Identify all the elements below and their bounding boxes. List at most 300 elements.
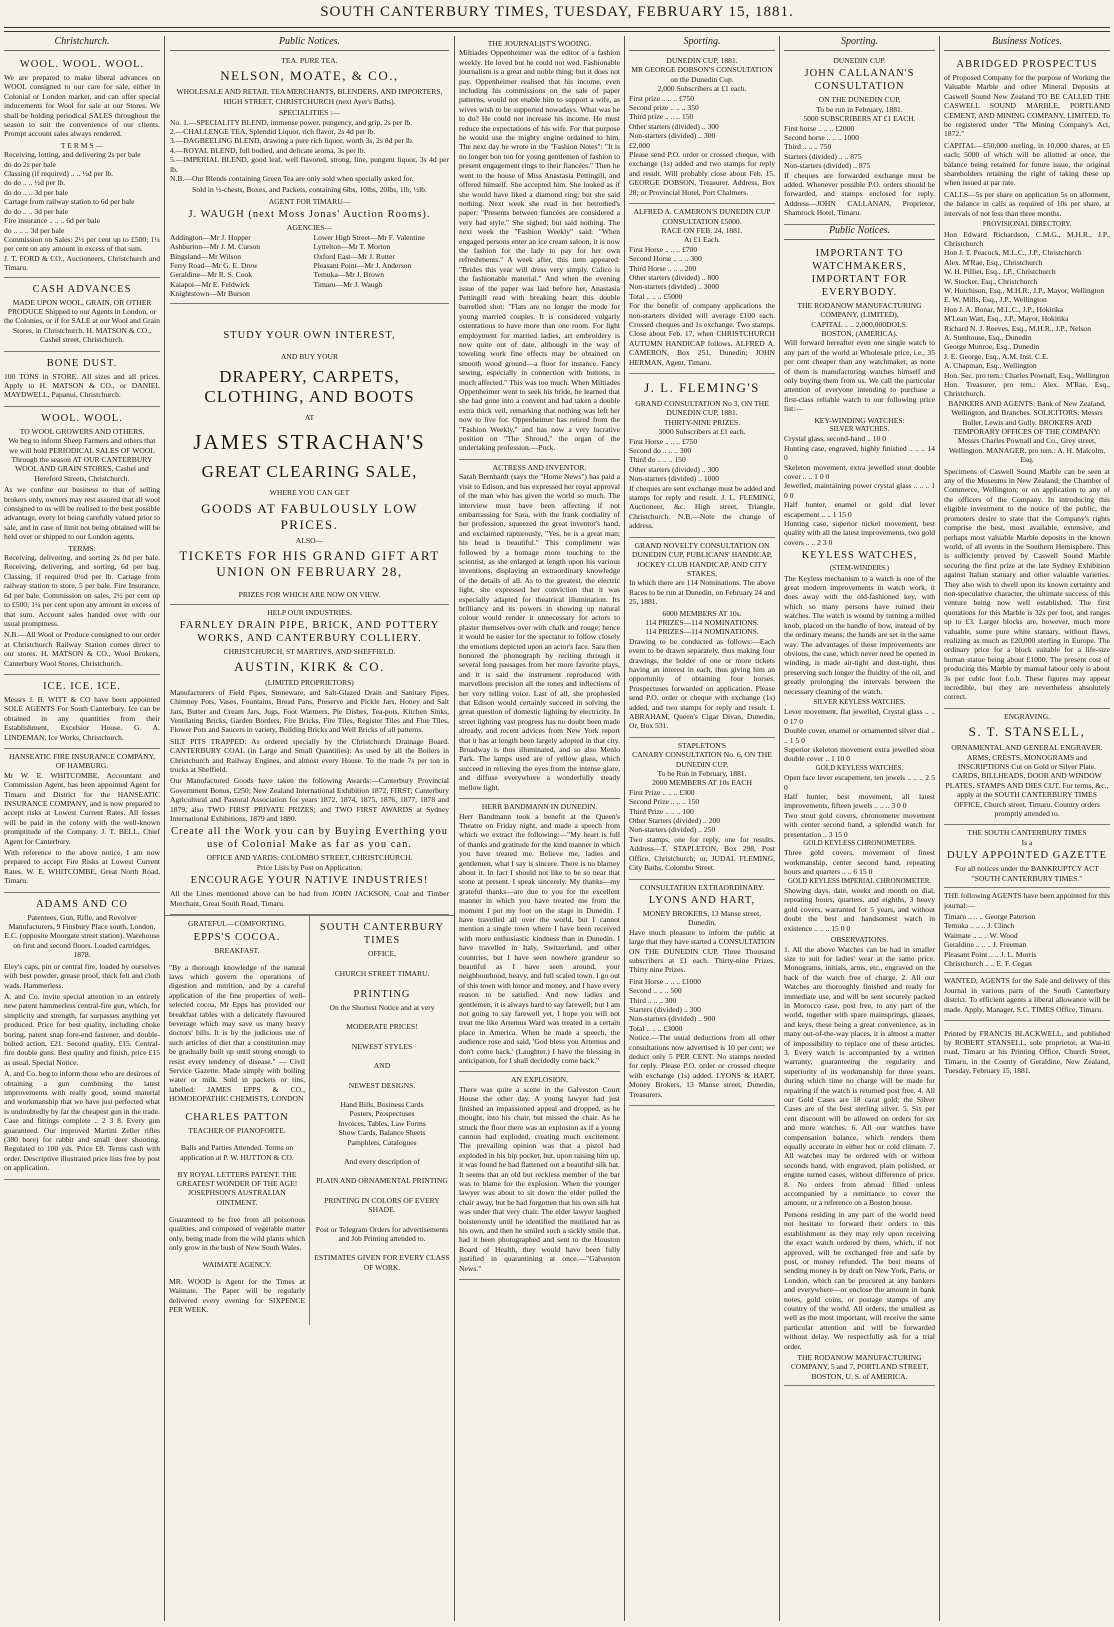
ad-body: We beg to inform Sheep Farmers and others that we will hold PERIODICAL SALES OF WOOL Through the season AT OUR CANTERBURY WOOL AND GRAIN STORES, Cashel and Hereford Streets, Christchurch. [8, 436, 156, 483]
agencies-right [314, 233, 450, 299]
prize-line: Second .. .. .. 500 [629, 986, 682, 996]
prize-line: Total .. .. .. £3000 [629, 1023, 683, 1033]
ad-body: 1. All the above Watches can be had in smaller size to suit for ladies' wear at the same price. Monograms, initials, arms, etc., engraved on the back of the watch free of charge. 2. All our Watches are thoroughly finished and ready for immediate use, and will be sent securely packed in Morocco case, post free, to any part of the world, together with spare mainsprings, glasses, and keys, these being a great convenience, as in many out-of-the-way places, it is almost a matter of impossibility to replace one of these articles. 3. Every watch is accompanied by a written warranty, guaranteeing the regularity and superiority of its workmanship for three years, during which time no charge will be made for repairing if the watch is returned post free. 4. All our Gold Cases are 18 carat gold; the Silver Cases are of the best sterling silver. 5. Six per cent discount will be allowed on orders for six and more watches. 6. All our watches have compensation balance, which renders them equally accurate in either hot or cold climate. 7. All watches may be ordered with or without seconds hand, with engraved, plain polished, or engine turned cases, without difference of price. 8. No orders from abroad filled unless accompanied by a remittance to cover the amount, or a reference on a Boston house. [784, 944, 935, 1208]
director-line: M'Lean Watt, Esq., J.P., Mayor, Hokitika [944, 314, 1069, 324]
ad-line: 2000 MEMBERS AT 10s EACH [652, 778, 752, 788]
agency-item: Knightstown—Mr Burson [170, 289, 250, 299]
prize-list [629, 245, 775, 301]
article-title: AN EXPLOSION. [511, 1075, 568, 1085]
prize-line: Non-starters (divided) .. 900 [629, 1014, 716, 1024]
ad-kicker: DUNEDIN CUP, 1881. [666, 56, 738, 65]
price-line: Half hunter, best movement, all latest improvements, fifteen jewels .. .. .. 3 0 0 [784, 792, 935, 811]
column-business-notices [940, 36, 1114, 1621]
ad-body: With reference to the above notice, I am now prepared to accept Fire Risks at Lowest Current Rates. W. E. WHITCOMBE, Great North Road, Timaru. [4, 848, 160, 886]
director-line: Alex. M'Rae, Esq., Christchurch [944, 257, 1043, 267]
ad-title: DULY APPOINTED GAZETTE [947, 850, 1107, 862]
agency-item: Oxford East—Mr J. Rutter [313, 251, 395, 261]
tea-item: 3.—DAGBEELING BLEND, drawing a pure rich liquor, worth 3s, 2s 8d per lb. [170, 136, 414, 146]
ad-ice [4, 675, 160, 749]
ad-line: OFFICE, [367, 949, 397, 959]
agent-line: Timaru .. .. .. George Paterson [944, 911, 1036, 921]
ad-kicker: STAPLETON'S [677, 740, 727, 750]
article-title: HERR BANDMANN IN DUNEDIN. [481, 802, 598, 812]
ad-note: N.B.—Our Blends containing Green Tea are only sold when specially asked for. [170, 174, 414, 184]
ad-body: Persons residing in any part of the world need not hesitate to forward their orders to this establishment as they may rely upon receiving the exact watch ordered by them, which, if not approved, will be exchanged free and safe by post, or money refunded. The best means of sending money is by draft on New York, Paris, or London, which can be procured at any bankers and everywhere—or enclose the amount in bank notes, gold coins, or postage stamps of any country of the world. All orders, the smallest as well as the most important, will receive the same particular attention and will be forwarded without delay. We respectfully ask for a trial order. [784, 1209, 935, 1351]
section-title: KEY-WINDING WATCHES: [814, 415, 905, 425]
prize-line: First prize .. .. .. £750 [629, 93, 695, 103]
ad-line: PLAIN AND ORNAMENTAL PRINTING [316, 1176, 448, 1186]
prize-line: £2,000 [629, 140, 650, 150]
director-line: George Munroe, Esq., Dunedin [944, 342, 1040, 352]
ad-subtitle: TEACHER OF PIANOFORTE. [188, 1126, 286, 1136]
article-body: Miltiades Oppenheimer was the editor of a fashion weekly. He loved but he could not wed. Fashionable journalism is a great and noble thing; but it does not pay. Oppenheimer realised that his income, even including his commissions on the sale of paper patterns, would not enable him to support a wife, as wives wish to be supported nowadays. What was he to do? He could not increase his income. He must reduce the expectations of his wife. For that purpose he would use the mighty engine ordained to him. The next day he wrote in the "Fashion Notes": "It is no longer bon ton for young gentlemen of fashion to present engagement rings to their fiancées." Then he went to the house of Miss Anastasia Pettingill, and offered himself. She accepted him. She looked as if she would have liked a diamond ring; but she said nothing. Next week she read in her betrothed's paper: "Presents between fiancées are considered a very bad style." She sighed; but said nothing. The next week the "Fashion Weekly" said: "When engaged persons enter an ice cream saloon, it is now the fashion for the lady to pay for her own refreshments." A week after, this item appeared: "Brides this year will dress very simply. Calico is the fashionable material." And when the evening issue of the paper was laid before her, Anastasia Pettingill read with breaking heart this double barrelled shot: "Flats are no longer the mode for young married couples. It is considered vulgarly ostentatious to have more than one room. For light employment for married ladies, art embroidery is now quite out of date, although in the way of toweling work fine effects may be obtained on smooth wood ground—a floor for instance. Fancy sewing, especially in connection with buttons, is much affected." This was too much. When Miltiades Oppenheimer went to seek his bride, he learned that she had gone into a convent and had taken a double extra thick veil, remarking that nothing was left her now to live for. Oppenheimer has retired from the "Fashion Weekly," and has now a very lucrative position on "The Shroud," the organ of the undertaking profession.—Puck. [459, 48, 620, 453]
ad-line: THE SOUTH CANTERBURY TIMES [967, 828, 1087, 838]
ad-austin-kirk [170, 605, 449, 916]
terms-list [4, 150, 160, 272]
prize-line: Non-starters (divided) .. 1000 [629, 474, 720, 484]
director-line: A. Chapman, Esq., Wellington [944, 361, 1037, 371]
director-line: Hon J. T. Peacock, M.L.C., J.P., Christchurch [944, 248, 1082, 258]
section-subtitle: (STEM-WINDERS.) [829, 564, 890, 573]
ad-body: Manufacturers of Field Pipes, Stoneware, and Salt-Glazed Drain and Sanitary Pipes, Chimney Pots, Vases, Fountains, Bread Pans, Preserve and Pickle Jars, Honey and Salt Jars, Butter and Cream Jars, Jugs, Foot Warmers, Pie Dishes, Tea-pots, Kitchen Sinks, Ventilating Bricks, Garden Borders, Fire Bricks, Fire Tiles, Register Tiles and Flue Tiles, Flower Pots and Saucers in variety, Building Bricks and Well Bricks of all patterns. [170, 687, 449, 735]
terms-line: J. T. FORD & CO., Auctioneers, Christchurch and Timaru. [4, 253, 160, 273]
terms-line: do do .. .. 3d per bale [4, 206, 69, 216]
prize-line: Non-starters (divided) .. 875 [784, 161, 871, 171]
ad-title: BONE DUST. [46, 357, 118, 369]
terms-line: do do .. .. ½d per lb. [4, 178, 66, 188]
masthead-rule-top [4, 27, 1110, 28]
ad-title: IMPORTANT TO WATCHMAKERS, IMPORTANT FOR EVERYBODY. [811, 247, 908, 298]
prize-line: Third prize .. .. .. 150 [629, 112, 694, 122]
ad-line: RACE ON FEB. 24, 1881. [661, 225, 743, 235]
ad-strachan [170, 304, 449, 605]
ad-line: And every description of [344, 1156, 420, 1166]
ad-title: PRINTING [353, 988, 411, 1000]
agent-line: Temuka .. .. .. J. Clinch [944, 921, 1015, 931]
ad-line: ON THE DUNEDIN CUP, [818, 95, 901, 105]
prize-list [629, 788, 775, 835]
ad-line: "SOUTH CANTERBURY TIMES." [971, 873, 1083, 883]
ad-line: To be run in February, 1881. [816, 104, 903, 114]
prize-line: First horse .. .. .. £2000 [784, 123, 855, 133]
ad-body: CAPITAL—£50,000 sterling, in 10,000 shares, at £5 each; 5000 of which will be allotted at once, the balance being retained for future issue, the original shareholders retaining the right of taking these up when issued at par rate. [944, 140, 1110, 188]
ad-body: Drawing to be conducted as follows:—Each event to be drawn separately, thus making four drawings, the holder of one or more tickets having an interest in each, thus giving him an opportunity of obtaining four horses. Prospectuses forwarded on application. Please send P.O. order or cheque with exchange (1s) added, and two stamps for reply and result. I. ABRAHAM, Queen's Cigar Divan, Dunedin, Or, Box 531. [629, 636, 775, 731]
price-list [784, 848, 935, 876]
prize-line: Third Prize .. .. .. 100 [629, 806, 694, 816]
prize-line: Starters (divided) .. 300 [629, 1004, 701, 1014]
ad-title: AUSTIN, KIRK & CO. [234, 659, 385, 675]
terms-line: do do 2s per bale [4, 159, 56, 169]
ad-lyons-hart [629, 880, 775, 1107]
ad-hanseatic [4, 749, 160, 893]
director-line: W. H. Pilliet, Esq., J.P., Christchurch [944, 267, 1056, 277]
ad-novelty [629, 538, 775, 738]
ad-note: N.B.—All Wool or Produce consigned to our order at Christchurch Railway Station comes direct to our stores. H. MATSON & CO., Wool Brokers, Canterbury Wool Stores, Christchurch. [4, 630, 160, 668]
column-sporting-watches [780, 36, 940, 1621]
director-line: A. Stenhouse, Esq., Dunedin [944, 332, 1032, 342]
director-line: Richard N. J. Reeves, Esq., M.H.R., J.P., Nelson [944, 323, 1092, 333]
agent-title: AGENT FOR TIMARU— [268, 196, 351, 206]
ad-title: MR GEORGE DOBSON'S CONSULTATION on the Dunedin Cup. [631, 65, 773, 84]
article-title: THE JOURNALIST'S WOOING. [487, 39, 592, 48]
ad-body: Balls and Parties Attended. Terms on application at P. W. HUTTON & CO. [180, 1143, 294, 1162]
section-subtitle: GOLD KEYLESS IMPERIAL CHRONOMETER. [787, 876, 932, 885]
terms-line: Classing (if required) .. .. ½d per lb. [4, 169, 114, 179]
agent-line: Christchurch .. .. E. F. Cegan [944, 958, 1032, 968]
agency-item: Timaru—Mr J. Waugh [313, 279, 383, 289]
lower-right [309, 916, 454, 1325]
ad-body: All the Lines mentioned above can be had from JOHN JACKSON, Coal and Timber Merchant, Great South Road, Timaru. [170, 889, 449, 908]
director-line: Hon. Sec. pro tem.: Charles Pownall, Esq., Wellington [944, 370, 1110, 380]
agency-item: Ferry Road—Mr G. E. Drew [170, 260, 258, 270]
ad-subtitle: MONEY BROKERS, 13 Manse street, Dunedin, [642, 908, 762, 928]
ad-dobson [629, 53, 775, 204]
ad-subtitle: BREAKFAST. [214, 945, 260, 955]
column-header: Sporting. [629, 36, 775, 51]
price-line: Half hunter, enamel or gold dial lever escapement .. .. 1 15 0 [784, 500, 935, 519]
ad-body: Mr W. E. WHITCOMBE, Accountant and Commission Agent, has been appointed Agent for Timaru and District for the HANSEATIC INSURANCE COMPANY, and is now prepared to accept risks at Lowest Current Rates. All losses will be paid in the colony with the well-known promptitude of the Company. J. T. BELL, Chief Agent for Canterbury. [4, 770, 160, 846]
ad-line: AND [373, 1061, 391, 1071]
ad-line: 3000 Subscribers at £1 each. [658, 427, 746, 437]
ad-note: Sold in ½-chests, Boxes, and Packets, containing 6lbs, 10lbs, 20lbs, 1lb, ½lb. [192, 185, 427, 195]
ad-title: HANSEATIC FIRE INSURANCE COMPANY, OF HAMBURG. [9, 751, 155, 771]
ad-body: Specimens of Caswell Sound Marble can be seen at any of the Museums in New Zealand; the Chamber of Commerce, Wellington; or on application to any of the officers of the Company. In introducing this eligible investment to the notice of the public, the promoters desire to state that the Company's rights comprise the best, most available, extensive, and perhaps most valuable Marble deposits in the known world, of all events in the Southern Hemisphere. This is sufficiently proved by Caswell Sound Marble securing the first prize at the late Sydney Exhibition against Italian statuary and other valuable varieties. They also wish to dwell upon its known certainty and non-speculative character, the ultimate success of this venture being now well established. The first quotations for this Marble is 32s per foot, and ranges up to £3. Larger blocks are, however, much more valuable, some pure white statuary, without flaws, realizing as much as £20,000 sterling in Europe. The ordinary price for a block suitable for a life-size human statue being about £1000. The present cost of producing this Marble by manual labour only is about 3s per cubic foot f.o.b. These figures may appear incredible, but they are nevertheless absolutely correct. [944, 466, 1110, 702]
ad-title: CANARY CONSULTATION No. 6, ON THE DUNEDIN CUP, [632, 750, 772, 769]
agencies-left [170, 233, 306, 299]
ad-body: As we confine our business to that of selling brokers only, owners may rest assured that all wool consigned to us will be realised to the best possible advantage, every lot being carefully valued prior to sale, and in case of limit not being obtained will be held over or shipped to our London agents. [4, 485, 160, 542]
ad-title: Create all the Work you can by Buying Everthing you use of Colonial Make as far as you can. [170, 826, 449, 851]
ad-body: Will forward hereafter even one single watch to any part of the world at Wholesale price, i.e., 35 per cent cheaper than any watchmaker, as none of them is manufacturing watches himself and only buying them from us. We call the particular attention of everyone intending to purchase a first-class reliable watch to our following price list:— [784, 338, 935, 414]
prize-list [629, 94, 775, 150]
ad-line: ALSO— [295, 535, 324, 545]
ad-subtitle: (LIMITED PROPRIETORS) [265, 678, 354, 688]
ad-title: EPPS'S COCOA. [193, 931, 281, 943]
ad-body: CALLS—5s per share on application 5s on allotment, the balance in calls as required of 10s per share, at intervals of not less than three months. [944, 189, 1110, 218]
ad-body: 100 TONS in STORE. All sizes and all prices. Apply to H. MATSON & CO., or DANIEL MAYDWELL, Papanui, Christchurch. [4, 371, 160, 400]
ad-subtitle: THE RODANOW MANUFACTURING COMPANY, (LIMITED), [797, 300, 922, 320]
ad-wool [4, 53, 160, 278]
ad-body: The Keyless mechanism to a watch is one of the great modern improvements in watch work, it does away with the old-fashioned key, with which so many persons have ruined their watches. The watch is wound by turning a milled knob, placed on the handle of bow, instead of by the ordinary means; the hands are set in the same way. The advantages of these improvements are obvious, the case, which never need be opened in winding, is made air-tight and dust-tight, thus preserving such longer the fluidity of the oil, and greatly prolonging the intervals between the necessary cleaning of the watch. [784, 573, 935, 696]
prize-line: First Horse .. .. .. £1000 [629, 976, 701, 986]
ad-body: Patentees, Gun, Rifle, and Revolver Manufacturers, 9 Finsbury Place south, London, E.C. (opposite Moorgate street station). Warehouse on first and second floors. Loaded cartridges, 1878. [4, 912, 160, 960]
ad-kicker: DUNEDIN CUP. [833, 56, 886, 65]
terms-line: do .. .. .. 3d per bale [4, 225, 65, 235]
prize-line: First Prize .. .. .. £300 [629, 787, 695, 797]
masthead: SOUTH CANTERBURY TIMES, TUESDAY, FEBRUARY 15, 1881. [320, 4, 794, 20]
column-sporting [625, 36, 780, 1621]
ad-subtitle: TO WOOL GROWERS AND OTHERS. [19, 426, 145, 436]
prize-line: Second prize .. .. .. 350 [629, 103, 699, 113]
terms-line: Cartage from railway station to 6d per bale [4, 197, 135, 207]
ad-title: J. L. FLEMING'S [644, 380, 760, 395]
agency-item: Lyttelton—Mr T. Morton [313, 242, 391, 252]
section-subtitle: SILVER KEYLESS WATCHES. [813, 697, 906, 706]
column-header: Public Notices. [170, 36, 449, 51]
job-item: Invoices, Tables, Law Forms [338, 1118, 426, 1128]
director-line: J. E. George, Esq., A.M. Inst. C.E. [944, 351, 1049, 361]
ad-body: For the benefit of company applications the non-starters divided will average £100 each. Crossed cheques and 1s exchange. Two stamps. Close about Feb. 17, when CHRISTCHURCH AUTUMN HANDICAP follows. ALFRED A. CAMERON, Box 251, Dunedin; JOHN HERMAN, Agent, Timaru. [629, 301, 775, 367]
job-list [314, 1100, 450, 1147]
column-header: Sporting. [784, 36, 935, 51]
tea-item: 4.—ROYAL BLEND, full bodied, and delicate aroma, 3s per lb. [170, 145, 366, 155]
column-christchurch [0, 36, 165, 1621]
ad-kicker: TEA. PURE TEA. [281, 56, 338, 65]
ad-title: GREAT CLEARING SALE, [201, 462, 418, 482]
agency-item: Pleasant Point—Mr J. Anderson [313, 260, 412, 270]
prize-list [629, 437, 775, 484]
terms-line: Fire insurance .. .. .. 6d per bale [4, 216, 100, 226]
ad-wool-growers [4, 407, 160, 675]
director-line: W. Hutchison, Esq., M.H.R., J.P., Mayor, Wellington [944, 285, 1105, 295]
ad-line: 114 PRIZES—114 NOMINATIONS. [645, 617, 759, 627]
ad-subtitle: CHRISTCHURCH, ST MARTIN'S, AND SHEFFIELD. [223, 646, 396, 656]
ad-title: LYONS AND HART, [648, 894, 756, 906]
ad-line: AND BUY YOUR [280, 351, 339, 361]
agency-item: Bingsland—Mr Wilson [170, 251, 242, 261]
agents-list [944, 912, 1110, 968]
ad-agents [944, 888, 1110, 973]
agency-item: Kaiapoi—Mr E. Feldwick [170, 279, 250, 289]
ad-line: Is a [1021, 837, 1033, 847]
lower-split [165, 915, 454, 1325]
director-line: Hon. Treasurer, pro tem.: Alex. M'Rae, Esq., Christchurch. [944, 380, 1110, 399]
ad-title: WOOL. WOOL. WOOL. [19, 59, 145, 70]
price-line: Double cover, enamel or ornamented silver dial .. .. 1 5 0 [784, 726, 935, 745]
ad-rodanow [784, 242, 935, 1387]
ad-subtitle: GRAND CONSULTATION No 3, ON THE DUNEDIN CUP, 1881. [635, 399, 769, 418]
prize-line: Starters (divided) .. .. 875 [784, 151, 862, 161]
prize-line: Third .. .. .. 300 [629, 995, 677, 1005]
ad-body: If cheques are forwarded exchange must be added. Whenever possible P.O. orders should be forwarded, and stamps enclosed for reply. Address—JOHN CALLANAN, Proprietor, Shamrock Hotel, Timaru. [784, 170, 935, 218]
lower-left [165, 916, 309, 1325]
ad-nelson-moate-tea [170, 53, 449, 304]
ad-title: CHARLES PATTON [185, 1112, 289, 1124]
tea-item: 2.—CHALLENGE TEA, Splendid Liquor, rich flavor, 2s 4d per lb. [170, 127, 376, 137]
ad-line: ESTIMATES GIVEN FOR EVERY CLASS OF WORK. [314, 1253, 450, 1272]
ad-line: BOSTON, (AMERICA). [821, 328, 898, 338]
section-title: PROVISIONAL DIRECTORY. [982, 220, 1072, 229]
section-title: OBSERVATIONS. [830, 935, 889, 945]
ad-body: SILT PITS TRAPPED: As ordered specially by the Christchurch Drainage Board. CANTERBURY COAL (in Large and Small Quantities): As used by all the Boilers in Christchurch and Railway Engines, and almost every House. To the trade 7s per ton in trucks at Sheffield. [170, 736, 449, 775]
ad-body: Guaranteed to be free from all poisonous qualities, and composed of vegetable matter only, being made from the wild plants which only grow in the bush of New South Wales. [169, 1214, 305, 1253]
prize-line: Non-starters (divided) .. 3000 [629, 282, 720, 292]
price-line: Superior skeleton movement extra jewelled stout double cover .. 1 10 0 [784, 744, 935, 764]
ad-title: ALFRED A. CAMERON'S DUNEDIN CUP CONSULTATION £5000. [633, 207, 771, 226]
ad-line: ARMS, CRESTS, MONOGRAMS and INSCRIPTIONS Cut on Gold or Silver Plate. [957, 752, 1097, 772]
column-header: Business Notices. [944, 36, 1110, 51]
prize-line: Other starters (divided) .. 300 [629, 464, 719, 474]
masthead-rule-bottom [4, 31, 1110, 32]
ad-body: "By a thorough knowledge of the natural laws which govern the operations of digestion and nutrition, and by a careful application of the fine properties of well-selected cocoa, Mr Epps has provided our breakfast tables with a delicately flavoured beverage which may save us many heavy doctors' bills. It is by the judicious use of such articles of diet that a constitution may be gradually built up until strong enough to resist every tendency of disease." — Civil Service Gazette. Made simply with boiling water or milk. Sold in packets or tins, labelled: JAMES EPPS & CO., HOMOEOPATHIC CHEMISTS, LONDON [169, 962, 305, 1104]
ad-body: Showing days, date, weeks and month on dial, repeating hours, quarters, and eighths, 3 heavy gold covers, warranted for 5 years, and without doubt the best and handsomest watch in existence .. .. .. 15 0 0 [784, 886, 935, 933]
ad-callanan [784, 53, 935, 225]
ad-title: GOODS AT FABULOUSLY LOW PRICES. [201, 500, 418, 532]
prize-list [629, 977, 775, 1033]
prize-line: Third Horse .. .. .. 200 [629, 263, 697, 273]
ad-title: FARNLEY DRAIN PIPE, BRICK, AND POTTERY WORKS, AND CANTERBURY COLLIERY. [179, 619, 440, 644]
prize-line: Other starters (divided) .. 300 [629, 121, 719, 131]
terms-body: Receiving, delivering, and sorting 2s 0d per bale. Receiving, delivering, and sorting, 6d per bag. Classing, if required 0½d per lb. Cartage from railway station to store, 5 per bale. Fire Insurance, 6d per bale. Commission on sales, 2½ per cent up to £500; 1¼ per cent upon any amount in excess of that sum. Account sales handed over with our usual promptness. [4, 553, 160, 628]
ad-line: PRINTING IN COLORS OF EVERY SHADE. [324, 1195, 440, 1215]
article-body: Sarah Bernhardt (says the "Home News") has paid a visit to Edison, and has expressed her royal approval of the man who has given the world so much. The interview must have been affecting if not embarrassing for Sara, with the frank cordiality of her profession, squeezed the great inventor's hand, and exclaimed rapturously, "Yes, he is a great man; his head is beautiful." This compliment was followed by a homage more touching to the scientist, as she enlarged at length upon his various inventions, displaying an extraordinary knowledge of the details of all. As to the greatest, the electric light, she expressed her conviction that it was especially adapted for theatrical illumination. Its brilliancy and its powers in showing up natural colour would render it unnecessary for actors to plaster themselves over with chalk and rouge; hence it would be easier for the spectator to follow closely the emotions depicted upon an actor's face. Sara then honored the phonograph by reciting through it several long passages from her more favorite plays, and it is said the instrument reproduced with marvellous precision all the tones and inflections of her very telling voice. Last of all, she prophesied that Edison would certainly succeed in solving the great question of domestic lighting by electricity. In street lighting vast progress has no doubt been made already, and recent advices from New York report that it has at length been largely adopted in that city. Broadway is thus illuminated, and so also Menlo Park. The lamps used are of yellow glass, which succeed in relieving the eyes from the intense glare, and diffuse everywhere a wonderfully steady mellow light. [459, 472, 620, 792]
ad-title: ABRIDGED PROSPECTUS [956, 59, 1098, 70]
prize-line: Non-starters (divided) .. 250 [629, 825, 716, 835]
ad-body: CARDS, BILLHEADS, DOOR AND WINDOW PLATES, STAMPS AND DIES CUT. For terms, &c., apply at the SOUTH CANTERBURY TIMES OFFICE, Church street, Timaru. Country orders promptly attended to. [945, 771, 1109, 819]
column-header: Christchurch. [4, 36, 160, 51]
price-list [784, 434, 935, 547]
ad-line: THIRTY-NINE PRIZES. [663, 417, 741, 427]
column-public-notices [165, 36, 455, 1621]
imprint: Printed by FRANCIS BLACKWELL, and published by ROBERT STANSELL, sole proprietor, at Wai-iti road, Timaru at his Printing Office, Church Street, Timaru, in the County of Geraldine, New Zealand, Tuesday, February 15, 1881. [944, 1028, 1110, 1076]
section-subtitle: SILVER WATCHES. [829, 424, 890, 433]
price-list [784, 773, 935, 839]
ad-engraving [944, 709, 1110, 826]
price-line: Hunting case, superior nickel movement, best quality with all the latest improvements, two gold covers .. .. 2 3 0 [784, 519, 936, 547]
ad-line: PRIZES FOR WHICH ARE NOW ON VIEW. [238, 590, 381, 600]
agent-name: J. WAUGH (next Moss Jonas' Auction Rooms). [188, 209, 431, 221]
ad-line: At £1 Each. [683, 235, 721, 245]
ad-body: MR. WOOD is Agent for the Times at Waimate. The Paper will be regularly delivered every evening for SIXPENCE PER WEEK. [169, 1277, 305, 1315]
ad-bone-dust [4, 352, 160, 407]
ad-title: JAMES STRACHAN'S [193, 430, 426, 455]
job-item: Hand Bills, Business Cards [340, 1099, 424, 1109]
article-journalist [459, 36, 620, 460]
tea-list [170, 118, 449, 174]
price-line: Lever movement, flat jewelled, Crystal glass .. .. 0 17 0 [784, 707, 935, 726]
ad-title: ENCOURAGE YOUR NATIVE INDUSTRIES! [190, 875, 429, 887]
ad-body: Notice.—The usual deductions from all other consultations now advertised is 10 per cent; we deduct only 5 PER CENT. No stamps needed for reply. Please P.O. order or crossed cheque with exchange (1s) added. LYONS & HART, Money Brokers, 13 Manse street, Dunedin, Treasurers. [629, 1033, 775, 1099]
terms-title: T E R M S — [60, 140, 104, 150]
director-line: E. W. Mills, Esq., J.P., Wellington [944, 295, 1047, 305]
ad-prospectus [944, 53, 1110, 709]
ad-kicker: GRATEFUL—COMFORTING. [187, 919, 287, 929]
ad-line: 6000 MEMBERS AT 10s. [662, 608, 742, 618]
ad-title: BY ROYAL LETTERS PATENT. THE GREATEST WONDER OF THE AGE! JOSEPHSON'S AUSTRALIAN OINTMENT. [176, 1169, 298, 1207]
column-articles [455, 36, 625, 1621]
ad-fleming [629, 374, 775, 538]
agency-item: Addington—Mr J. Hopper [170, 232, 251, 242]
prize-line: Total .. .. .. £5000 [629, 291, 683, 301]
ad-line: AT [304, 412, 315, 422]
director-line: Hon Edward Richardson, C.M.G., M.H.R., J.P., Christchurch [944, 229, 1110, 248]
price-line: Three gold covers, movement of finest workmanship, center second hand, repeating hours and quarters .. .. 6 15 0 [784, 848, 935, 877]
section-title: KEYLESS WATCHES, [801, 550, 918, 562]
ad-line: 114 PRIZES—114 NOMINATIONS. [645, 627, 759, 637]
prize-line: Other Starters (divided) .. 200 [629, 816, 721, 826]
ad-line: Post or Telegram Orders for advertisements and Job Printing attended to. [315, 1224, 449, 1243]
ad-body: A. and Co. beg to inform those who are desirous of obtaining a gun combining the latest improvements with really good, sound material and workmanship that we have just perfected what is undoubtedly by far the cheapest gun in the trade. Case and fittings complete .. 2 3 8. Every gun guaranteed. Our improved Martini Zeller rifles (380 bore) for rabbit and small deer shooting. Regulated to 100 yds. Price £8. Terms cash with order. Descriptive illustrated price lists free by post on application. [4, 1069, 160, 1173]
specialities-title: SPECIALITIES :— [279, 108, 340, 118]
ad-title: JOHN CALLANAN'S CONSULTATION [804, 68, 915, 93]
prize-line: Other starters (divided) .. 800 [629, 272, 719, 282]
prize-line: First Horse .. .. .. £750 [629, 436, 698, 446]
column-header: Public Notices. [784, 225, 935, 240]
ad-body: If cheques are sent exchange must be added and stamps for reply and result. J. L. FLEMING, Auctioneer, &c. High street, Triangle, Christchurch. N.B.—Note the change of address. [629, 483, 775, 531]
ad-line: WHERE YOU CAN GET [269, 488, 350, 498]
section-subtitle: GOLD KEYLESS WATCHES. [815, 763, 904, 772]
ad-line: NEWEST STYLES [351, 1041, 413, 1051]
ad-body: Our Manufactured Goods have taken the following Awards:—Canterbury Provincial Government Bonus, £250; New Zealand International Exhibition 1872, FIRST; Canterbury Agricultural and Pastoral Association for years 1872, 1874, 1875, 1876, 1877, 1878 and 1879, also TWO FIRST PRIVATE PRIZES; and TWO FIRST AWARDS at Sydney International Exhibitions, 1879 and 1880. [170, 776, 449, 824]
prize-line: Second horse .. .. .. 1000 [784, 133, 859, 143]
ad-title: GRAND NOVELTY CONSULTATION ON DUNEDIN CUP, PUBLICANS' HANDICAP, JOCKEY CLUB HANDICAP, AND CITY STAKES, [632, 540, 772, 578]
ad-body: MADE UPON WOOL, GRAIN, OR OTHER PRODUCE Shipped to our Agents in London, or the Colonies, or if for SALE at our Wool and Grain Stores, in Christchurch. H. MATSON & CO., Cashel street, Christchurch. [4, 297, 160, 345]
ad-body: A. and Co. invite special attention to an entirely new patent hammerless central-fire gun, which, for simplicity and strength, far surpasses anything yet produced. Price for best quality, including choke boring, patent snap fore-end fastener, and double-bolted action, £21. Second quality, £15. Central-fire double guns. Best quality and finish, price £15 as usual. Special Notice. [4, 991, 160, 1067]
ad-title: WAIMATE AGENCY. [202, 1260, 272, 1270]
ad-line: On the Shortest Notice and at very [329, 1002, 435, 1012]
ad-body: Messrs J. B. WITT & CO have been appointed SOLE AGENTS For South Canterbury. Ice can be obtained in any quantities from their Establishment, Excelsior House. G. A. LINDEMAN, Ice Works, Christchurch. [4, 694, 160, 742]
tea-item: 5.—IMPERIAL BLEND, good leaf, well flavored, strong, fine, pungent liquor, 3s 4d per lb. [170, 155, 449, 174]
ad-line: CHURCH STREET TIMARU. [334, 968, 430, 978]
ad-line: 2,000 Subscribers at £1 each. [657, 84, 747, 94]
ad-title: DRAPERY, CARPETS, CLOTHING, AND BOOTS [204, 366, 415, 406]
ad-body: WANTED, AGENTS for the Sale and delivery of this Journal in various parts of the South Canterbury district. To efficient agents a liberal allowance will be made. Apply, Manager, S.C. TIMES Office, Timaru. [944, 976, 1110, 1014]
ad-kicker: STUDY YOUR OWN INTEREST, [223, 329, 396, 341]
price-line: Open face lever escapement, ten jewels .. .. .. 2 5 0 [784, 773, 935, 792]
price-line: Two stout gold covers, chronometer movement with center second hand, a splendid watch for presentation .. 3 15 0 [784, 810, 935, 839]
ad-line: MODERATE PRICES! [346, 1022, 418, 1032]
ad-title: ADAMS AND CO [36, 898, 128, 910]
ad-line: To be Run in February, 1881. [657, 769, 747, 779]
ad-body: In which there are 114 Nominations. The above Races to be run at Dunedin, on February 24 and 25, 1881. [629, 578, 775, 607]
ad-body: BANKERS AND AGENTS: Bank of New Zealand, Wellington, and Branches. SOLICITORS: Messrs Buller, Lewis and Gully. BROKERS AND TEMPORARY OFFICES OF THE COMPANY: Messrs Charles Pownall and Co., Grey street, Wellington. MANAGER, pro tem.: A. H. Malcolm, Esq. [948, 398, 1106, 465]
ad-title: WOOL. WOOL. [41, 412, 123, 424]
agent-line: Geraldine .. .. .. J. Freeman [944, 940, 1027, 950]
ad-line: NEWEST DESIGNS. [348, 1080, 416, 1090]
ad-kicker: ENGRAVING. [1003, 711, 1051, 721]
price-line: Skeleton movement, extra jewelled stout double cover .. .. 1 0 0 [784, 462, 935, 481]
ad-stapleton [629, 738, 775, 880]
ad-subtitle: ORNAMENTAL AND GENERAL ENGRAVER. [951, 743, 1103, 753]
job-item: Pamphlets, Catalogues [347, 1137, 417, 1147]
price-line: Jewelled, maintaining power crystal glass .. .. .. 1 0 0 [784, 481, 935, 500]
section-subtitle: GOLD KEYLESS CHRONOMETERS. [803, 839, 916, 848]
ad-cameron [629, 204, 775, 374]
price-list [784, 707, 935, 763]
agencies-title: AGENCIES— [286, 223, 333, 233]
director-line: Hon J. A. Bonar, M.L.C., J.P., Hokitika [944, 304, 1064, 314]
job-item: Posters, Prospectuses [349, 1109, 415, 1119]
ad-title: NELSON, MOATE, & CO., [220, 68, 399, 84]
price-line: Hunting case, engraved, highly finished .. .. .. 14 0 [784, 443, 935, 463]
ad-body: THE following AGENTS have been appointed for this journal:— [944, 891, 1110, 910]
ad-adams [4, 893, 160, 1180]
tea-item: No. 1.—SPECIALITY BLEND, immense power, pungency, and grip, 2s per lb. [170, 117, 413, 127]
ad-gazette [944, 825, 1110, 888]
ad-title: S. T. STANSELL, [968, 724, 1086, 740]
article-title: ACTRESS AND INVENTOR. [492, 462, 587, 472]
ad-body: Please send P.O. order or crossed cheque, with exchange (1s) added and two stamps for reply and result. Will probably close about Feb. 15. GEORGE DOBSON, Treasurer. Address, Box 28; or Provincial Hotel, Port Chalmers. [629, 150, 775, 197]
terms-line: Receiving, lotting, and delivering 2s per bale [4, 150, 141, 160]
ad-kicker: HELP OUR INDUSTRIES. [267, 607, 352, 617]
ad-subtitle: WHOLESALE AND RETAIL TEA MERCHANTS, BLENDERS, AND IMPORTERS, HIGH STREET, CHRISTCHURCH (next Ayer's Baths). [176, 87, 443, 106]
agency-item: Temuka—Mr J. Brown [313, 270, 385, 280]
prize-line: Third do .. .. .. 150 [629, 455, 686, 465]
article-bandmann [459, 799, 620, 1072]
ad-wanted [944, 973, 1110, 1021]
terms-line: Commission on Sales: 2½ per cent up to £500; 1¼ per cent on any amount in excess of that sum. [4, 234, 160, 254]
agent-line: Waimate .. .. .. W. Wood [944, 930, 1018, 940]
prize-list [784, 124, 935, 171]
ad-title: ICE. ICE. ICE. [43, 680, 121, 692]
prize-line: Third .. .. .. 750 [784, 142, 832, 152]
terms-line: do do .. .. 3d per bale [4, 187, 69, 197]
article-body: Herr Bandmann took a benefit at the Queen's Theatre on Friday night, and made a speech from which we extract the following:—"My heart is full of thanks and gratitude for the kind manner in which you have treated me. Believe me, ladies and gentlemen, what I say is sincere. There is no blarney about it. In fact I should not like to be so near that stone at present. I speak sincerely. My thanks—my grateful thanks—are due to you for the excellent manner in which you have treated me from the moment I put my foot on the stage in Dunedin. I have travelled all over the world, but I cannot mention a single town where I have been received with more enthusiastic kindness than in Dunedin. I have travelled in Italy, Switzerland, and other countries, but I have seen nowhere grandeur so beautiful as I have seen around, your neighbourhood, heavy, and full scaled town. I go out of this town with honor and money, and I have every reason to be satisfied. And now ladies and gentlemen, it is always hard to say farewell; but I am not going to say farewell yet, I hope you will not treat me like Artemus Ward was treated in a certain place in America. When he made a speech, the audience rose and said, 'God bless you Artemus and don't come back.' (Laughter.) I have the blessing in anticipation, for I shall decidedly come back." [459, 811, 620, 1066]
ad-line: CAPITAL .. .. 2,000,000DOLS. [811, 319, 908, 329]
ad-footer: THE RODANOW MANUFACTURING COMPANY, 5 and 7, PORTLAND STREET, BOSTON, U. S. of AMERICA. [790, 1352, 929, 1381]
prize-line: Second do .. .. .. 300 [629, 446, 692, 456]
article-explosion [459, 1072, 620, 1280]
ad-body: We are prepared to make liberal advances on WOOL consigned to our care for sale, either in Colonial or London market, and can offer special inducements for Wool for sale at our Stores. We shall be holding periodical SALES throughout the season to suit the convenience of our clients. Prompt account sales always rendered. [4, 73, 160, 139]
